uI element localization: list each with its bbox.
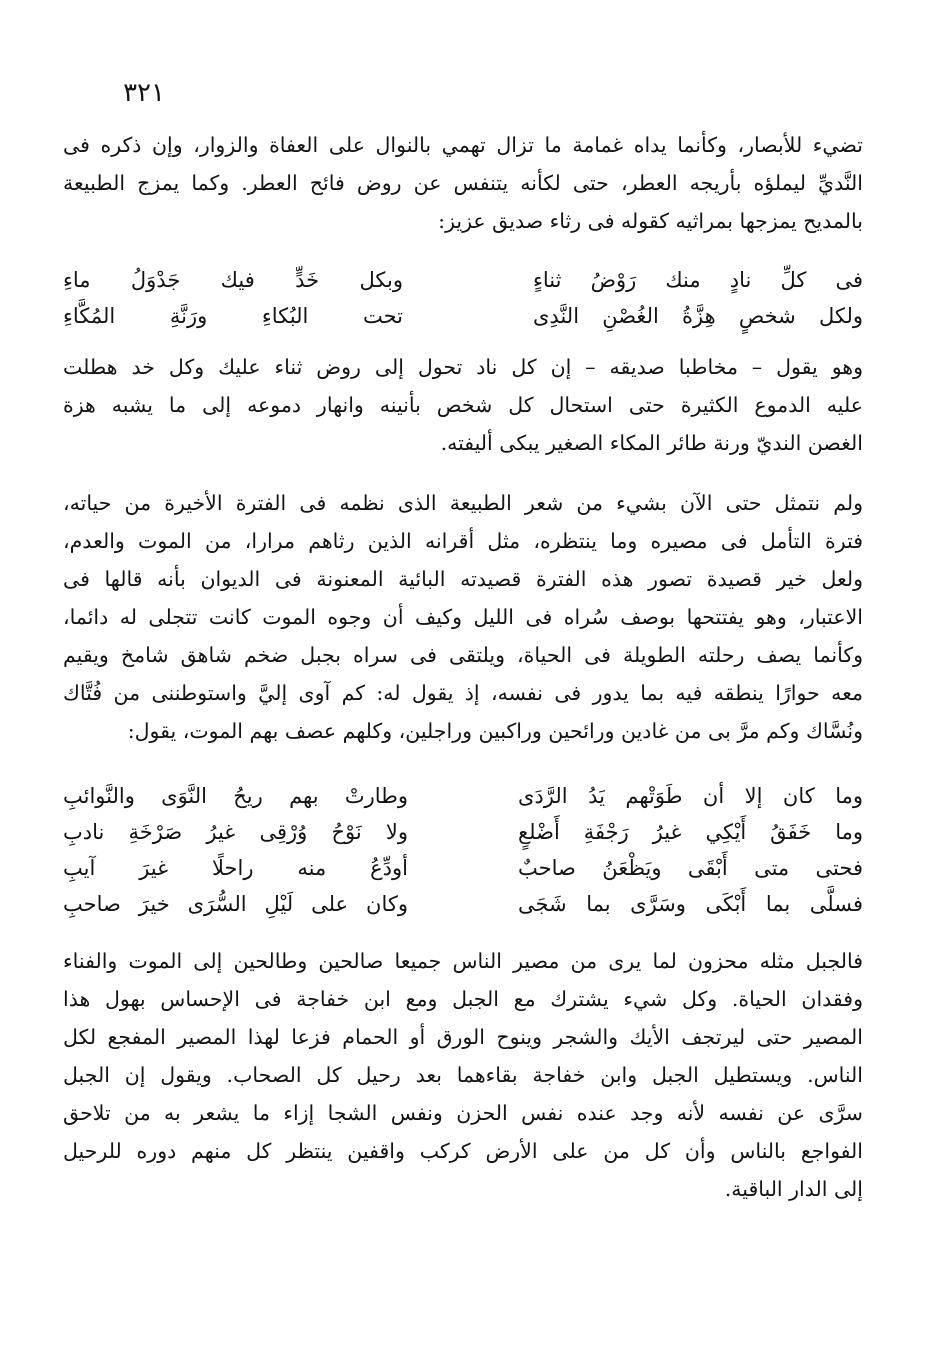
verse-second-hemistich: ولا نَوْحُ وُرْقِى غيرُ صَرْخَةِ نادبِ [63, 820, 408, 844]
text-line: ولم نتمثل حتى الآن بشيء من شعر الطبيعة الذى نظمه فى الفترة الأخيرة من حياته، [63, 491, 863, 515]
text-line: سرَّى عن نفسه لأنه وجد عنده نفس الحزن ونفس الشجا إزاء ما يشعر به من تلاحق [63, 1101, 863, 1125]
text-line: ونُسَّاك وكم مرَّ بى من غادين ورائحين وراكبين وراجلين، وكلهم عصف بهم الموت، يقول: [127, 719, 863, 743]
text-line: إلى الدار الباقية. [724, 1177, 863, 1201]
verse-first-hemistich: فحتى متى أَبْقَى ويَظْعَنُ صاحبٌ [518, 856, 863, 880]
poem-verses-elegy [63, 262, 863, 334]
text-line: الغصن النديّ ورنة طائر المكاء الصغير يبكى أليفته. [440, 431, 863, 455]
verse-first-hemistich: ولكل شخصٍ هِزَّةُ الغُصْنِ النَّدِى [533, 304, 863, 328]
text-line: وفقدان الحياة. وكل شيء يشترك مع الجبل ومع ابن خفاجة فى الإحساس بهول هذا [63, 987, 863, 1011]
paragraph-mountain-commentary [63, 942, 863, 1208]
verse-line [63, 298, 863, 334]
text-line: معه حوارًا ينطقه فيه بما يدور فى نفسه، إذ يقول له: كم آوى إليَّ واستوطننى من فُتَّاك [63, 681, 863, 705]
text-line: النَّديِّ ليملؤه بأريجه العطر، حتى لكأنه يتنفس عن روض فائح العطر. وكما يمزج الطبيعة [63, 171, 863, 195]
text-line: الفواجع بالناس وأن كل من على الأرض كركب واقفين ينتظر كل منهم دوره للرحيل [63, 1139, 863, 1163]
verse-line [63, 886, 863, 922]
text-line: فترة التأمل فى مصيره وما ينتظره، مثل أقرانه الذين رثاهم مرارا، من الموت والعدم، [63, 529, 863, 553]
verse-second-hemistich: وكان على لَيْلِ السُّرَى خيرَ صاحبِ [63, 892, 408, 916]
text-line: فالجبل مثله محزون لما يرى من مصير الناس جميعا صالحين وطالحين إلى الموت والفناء [63, 949, 863, 973]
verse-second-hemistich: أودِّعُ منه راحلًا غيرَ آيبِ [63, 856, 408, 880]
verse-first-hemistich: فى كلِّ نادٍ منك رَوْضُ ثناءٍ [533, 268, 863, 292]
text-line: الاعتبار، وهو يفتتحها بوصف سُراه فى الليل وكيف أن وجوه الموت كانت تتجلى له دائما، [63, 605, 863, 629]
paragraph-nature-poetry [63, 484, 863, 750]
verse-first-hemistich: وما خَفَقُ أَيْكِي غيرُ رَجْفَةِ أَضْلعٍ [518, 820, 863, 844]
text-line: الناس. ويستطيل الجبل وابن خفاجة بقاءهما بعد رحيل كل الصحاب. ويقول إن الجبل [63, 1063, 863, 1087]
text-line: تضيء للأبصار، وكأنما يداه غمامة ما تزال تهمي بالنوال على العفاة والزوار، وإن ذكره فى [63, 133, 863, 157]
text-line: عليه الدموع الكثيرة حتى استحال كل شخص بأنينه وانهار دموعه إلى ما يشبه هزة [63, 393, 863, 417]
verse-second-hemistich: وطارتْ بهم ريحُ النَّوَى والنَّوائبِ [63, 784, 408, 808]
text-line: بالمديح يمزجها بمراثيه كقوله فى رثاء صديق عزيز: [438, 209, 863, 233]
verse-line [63, 850, 863, 886]
verse-second-hemistich: وبكل خَدٍّ فيك جَدْوَلُ ماءِ [63, 268, 403, 292]
page-number: ٣٢١ [123, 78, 165, 108]
verse-second-hemistich: تحت البُكاءِ ورَنَّةِ المُكَّاءِ [63, 304, 403, 328]
verse-line [63, 262, 863, 298]
text-line: وهو يقول – مخاطبا صديقه – إن كل ناد تحول إلى روض ثناء عليك وكل خد هطلت [63, 355, 863, 379]
verse-line [63, 814, 863, 850]
paragraph-explanation [63, 348, 863, 462]
text-line: المصير حتى ليرتجف الأيك والشجر وينوح الورق أو الحمام فزعا لهذا المصير المفجع لكل [63, 1025, 863, 1049]
verse-first-hemistich: فسلَّى بما أَبْكَى وسَرَّى بما شَجَى [518, 892, 863, 916]
verse-first-hemistich: وما كان إلا أن طَوَتْهم يَدُ الرَّدَى [518, 784, 863, 808]
text-line: ولعل خير قصيدة تصور هذه الفترة قصيدته البائية المعنونة فى الديوان بأنه قالها فى [63, 567, 863, 591]
paragraph-intro [63, 126, 863, 240]
verse-line [63, 778, 863, 814]
text-line: وكأنما يصف رحلته الطويلة فى الحياة، ويلتقى فى سراه بجبل ضخم شاهق شامخ ويقيم [63, 643, 863, 667]
poem-verses-mountain [63, 778, 863, 922]
